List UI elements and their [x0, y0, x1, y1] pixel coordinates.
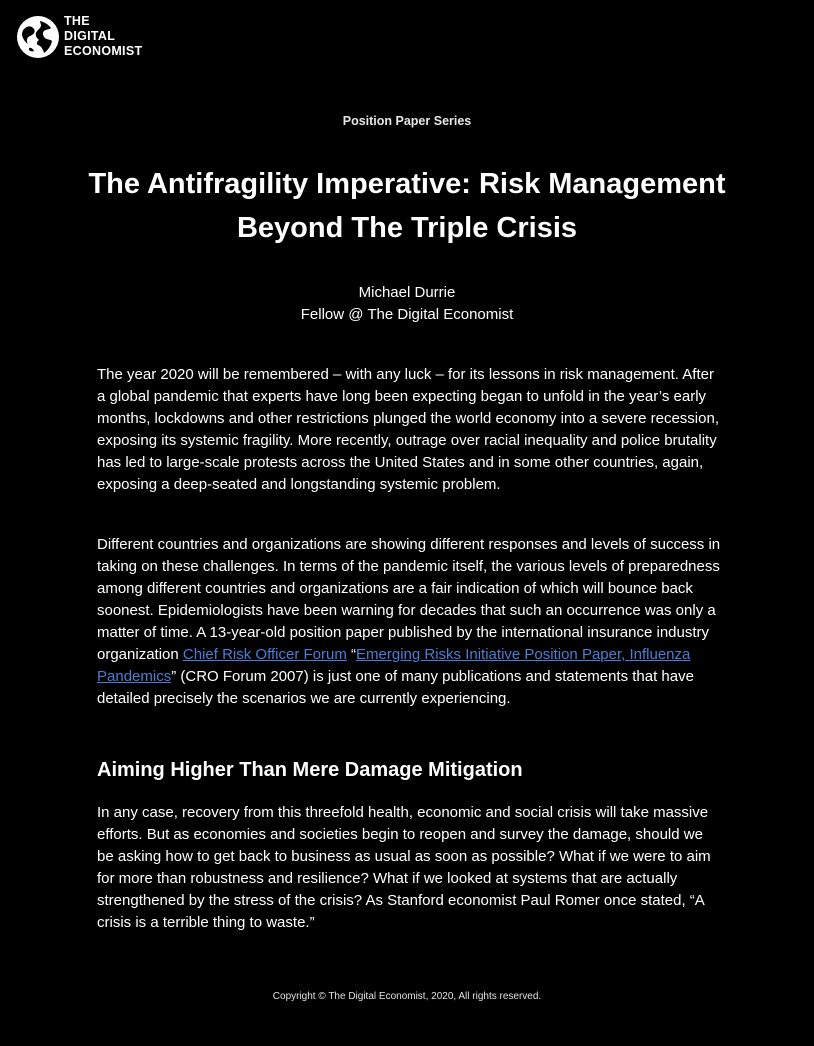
paragraph-1: The year 2020 will be remembered – with any luck – for its lessons in risk management. After a global pandemic that experts have long been expecting began to unfold in the year’s early months, lockdowns and other restrictions plunged the world economy into a severe recession, exposing its systemic fragility. More recently, outrage over racial inequality and police brutality has led to large-scale protests across the United States and in some other countries, again, exposing a deep-seated and longstanding systemic problem.	[97, 366, 719, 493]
quote-open: “	[346, 646, 357, 663]
author-block	[0, 282, 814, 326]
brand-wordmark	[64, 14, 142, 59]
cro-forum-link[interactable]: Chief Risk Officer Forum	[182, 646, 347, 663]
paragraph-2-intro: Different countries and organizations are showing different responses and levels of success in taking on these challenges. In terms of the pandemic itself, the various levels of preparedness among different countries and organizations are a fair indication of which will bounce back soonest. Epidemiologists have been warning for decades that such an occurrence was only a matter of time. A 13-year-old position paper published by the international insurance industry organization	[97, 536, 721, 663]
copyright-footer: Copyright © The Digital Economist, 2020, All rights reserved.	[272, 991, 542, 1002]
page-title: The Antifragility Imperative: Risk Management Beyond The Triple Crisis	[88, 168, 726, 244]
paragraph-2-outro: ” (CRO Forum 2007) is just one of many publications and statements that have detailed precisely the scenarios we are currently experiencing.	[97, 668, 694, 707]
brand-line-3: ECONOMIST	[64, 44, 143, 58]
brand-logo[interactable]	[16, 14, 142, 59]
author-name: Michael Durrie	[358, 284, 456, 301]
section-heading: Aiming Higher Than Mere Damage Mitigation	[97, 759, 523, 781]
paragraph-2	[97, 534, 722, 710]
author-affiliation: Fellow @ The Digital Economist	[300, 306, 514, 323]
brand-line-1: THE	[64, 14, 90, 28]
series-label: Position Paper Series	[342, 114, 472, 128]
globe-icon	[16, 15, 60, 59]
position-paper-link[interactable]: Emerging Risks Initiative Position Paper, Influenza Pandemics	[97, 646, 691, 685]
paragraph-3: In any case, recovery from this threefold health, economic and social crisis will take massive efforts. But as economies and societies begin to reopen and survey the damage, should we be asking how to get back to business as usual as soon as possible? What if we were to aim for more than robustness and resilience? What if we looked at systems that are actually strengthened by the stress of the crisis? As Stanford economist Paul Romer once stated, “A crisis is a terrible thing to waste.”	[97, 804, 711, 931]
brand-line-2: DIGITAL	[64, 29, 116, 43]
